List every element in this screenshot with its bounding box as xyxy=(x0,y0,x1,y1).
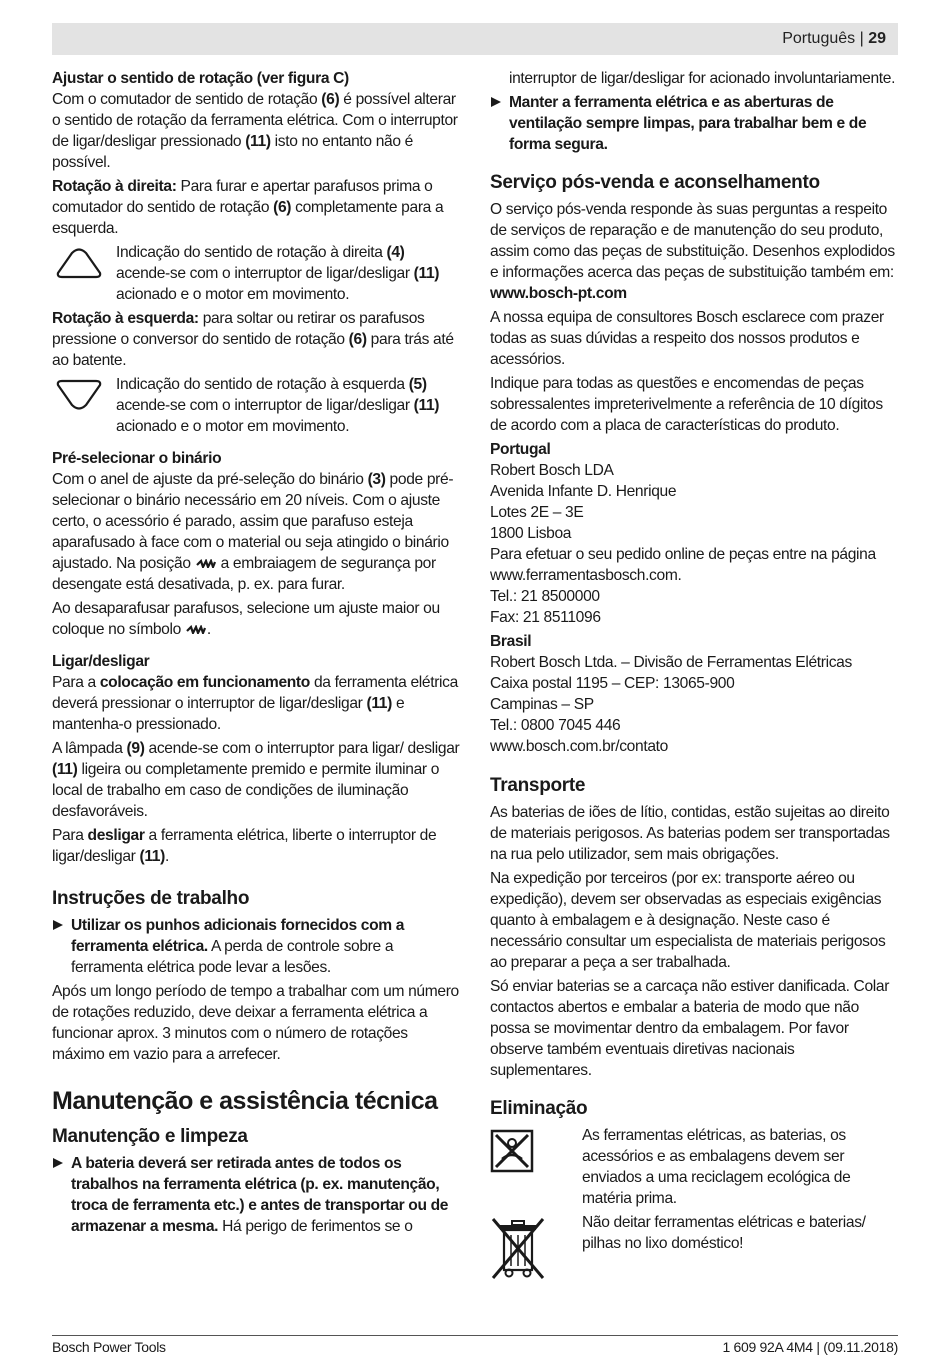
rotation-heading: Ajustar o sentido de rotação (ver figura C) xyxy=(52,70,349,87)
page-number: 29 xyxy=(868,30,886,47)
address-line: 1800 Lisboa xyxy=(490,525,572,542)
transport-paragraph-3: Só enviar baterias se a carcaça não estiver danificada. Colar contactos abertos e embalar a bateria de modo que não possa se movimentar dentro da embalagem. Por favor observe também eventuais diretivas nacionais suplementares. xyxy=(490,978,890,1079)
address-line: Para efetuar o seu pedido online de peças entre na página www.ferramentasbosch.com. xyxy=(490,546,876,584)
service-url-link[interactable]: www.bosch-pt.com xyxy=(490,285,627,302)
disposal-paragraph-1: As ferramentas elétricas, as baterias, os acessórios e as embalagens devem ser enviados a uma reciclagem ecológica de matéria prima. xyxy=(582,1127,851,1207)
indicator-right-text: Indicação do sentido de rotação à direita (4) acende-se com o interruptor de ligar/desligar (11) acionado e o motor em movimento. xyxy=(116,244,440,303)
disposal-block-1 xyxy=(490,1125,898,1209)
drill-mode-symbol-icon xyxy=(196,559,216,568)
work-paragraph: Após um longo período de tempo a trabalhar com um número de rotações reduzido, deve deixar a ferramenta elétrica a funcionar aprox. 3 minutos com o número de rotações máximo em vazio para a arrefecer. xyxy=(52,983,459,1063)
transport-paragraph-1: As baterias de iões de lítio, contidas, estão sujeitas ao direito de materiais perigosos. As baterias podem ser transportadas na rua pelo utilizador, sem mais obrigações. xyxy=(490,804,890,863)
work-bullet: Utilizar os punhos adicionais fornecidos com a ferramenta elétrica. A perda de controle sobre a ferramenta elétrica pode levar a lesões. xyxy=(52,915,462,978)
disposal-block-2 xyxy=(490,1212,898,1270)
onoff-paragraph-3: Para desligar a ferramenta elétrica, liberte o interruptor de ligar/desligar (11). xyxy=(52,827,437,865)
brasil-heading: Brasil xyxy=(490,633,532,650)
right-column xyxy=(490,68,898,1270)
address-line: Fax: 21 8511096 xyxy=(490,609,601,626)
maintenance-bullet: A bateria deverá ser retirada antes de todos os trabalhos na ferramenta elétrica (p. ex. manutenção, troca de ferramenta etc.) e antes de transportar ou de armazenar a mesma. Há perigo de ferimentos se o xyxy=(52,1153,462,1237)
transport-heading: Transporte xyxy=(490,775,586,796)
torque-paragraph-1: Com o anel de ajuste da pré-seleção do binário (3) pode pré-selecionar o binário necessário em 20 níveis. Com o ajuste certo, o acessório é parado, assim que parafuso esteja aparafusado à face com o material ou seja atingido o binário ajustado. Na posição a embraiagem de segurança por desengate está desativada, p. ex. para furar. xyxy=(52,471,454,593)
bullet-triangle-icon xyxy=(53,920,63,930)
address-line: Campinas – SP xyxy=(490,696,594,713)
rotation-paragraph: Com o comutador de sentido de rotação (6) é possível alterar o sentido de rotação da ferramenta elétrica. Com o interruptor de ligar/desligar pressionado (11) isto no entanto não é possível. xyxy=(52,91,458,171)
footer-brand: Bosch Power Tools xyxy=(52,1339,166,1355)
onoff-paragraph-2: A lâmpada (9) acende-se com o interruptor para ligar/ desligar (11) ligeira ou completamente premido e permite iluminar o local de trabalho em caso de condições de iluminação desfavoráveis. xyxy=(52,740,460,820)
rotation-left-indicator-icon xyxy=(55,379,103,413)
transport-paragraph-2: Na expedição por terceiros (por ex: transporte aéreo ou expedição), devem ser observadas as especiais exigências quanto à embalagem e à designação. Neste caso é necessário consultar um especialista de materiais perigosos ao preparar a peça a ser trabalhada. xyxy=(490,870,886,971)
service-paragraph-2: A nossa equipa de consultores Bosch esclarece com prazer todas as suas dúvidas a respeito dos nossos produtos e acessórios. xyxy=(490,309,884,368)
left-column xyxy=(52,68,462,1240)
crossed-out-bin-icon xyxy=(490,1216,546,1280)
indicator-left-text: Indicação do sentido de rotação à esquerda (5) acende-se com o interruptor de ligar/desligar (11) acionado e o motor em movimento. xyxy=(116,376,440,435)
address-line: Lotes 2E – 3E xyxy=(490,504,584,521)
portugal-heading: Portugal xyxy=(490,441,551,458)
address-line: www.bosch.com.br/contato xyxy=(490,738,668,755)
bullet-triangle-icon xyxy=(491,97,501,107)
service-heading: Serviço pós-venda e aconselhamento xyxy=(490,172,820,193)
left-rotation-paragraph: Rotação à esquerda: para soltar ou retirar os parafusos pressione o conversor do sentido de rotação (6) para trás até ao batente. xyxy=(52,310,454,369)
disposal-heading: Eliminação xyxy=(490,1098,588,1119)
clean-bullet: Manter a ferramenta elétrica e as aberturas de ventilação sempre limpas, para trabalhar bem e de forma segura. xyxy=(490,92,898,155)
disposal-paragraph-2: Não deitar ferramentas elétricas e baterias/ pilhas no lixo doméstico! xyxy=(582,1214,866,1252)
address-line: Caixa postal 1195 – CEP: 13065-900 xyxy=(490,675,735,692)
header-separator: | xyxy=(859,30,864,47)
bullet-triangle-icon xyxy=(53,1158,63,1168)
torque-paragraph-2: Ao desaparafusar parafusos, selecione um ajuste maior ou coloque no símbolo . xyxy=(52,600,440,638)
page-header-bar xyxy=(52,23,898,55)
continued-text: interruptor de ligar/desligar for acionado involuntariamente. xyxy=(509,70,896,87)
address-line: Avenida Infante D. Henrique xyxy=(490,483,677,500)
onoff-heading: Ligar/desligar xyxy=(52,653,150,670)
maintenance-heading: Manutenção e limpeza xyxy=(52,1126,248,1147)
address-line: Robert Bosch LDA xyxy=(490,462,614,479)
address-line: Tel.: 0800 7045 446 xyxy=(490,717,621,734)
indicator-left-block xyxy=(52,374,462,437)
portugal-address xyxy=(490,460,898,628)
address-line: Robert Bosch Ltda. – Divisão de Ferramentas Elétricas xyxy=(490,654,852,671)
service-paragraph-3: Indique para todas as questões e encomendas de peças sobressalentes impreterivelmente a referência de 10 dígitos de acordo com a placa de características do produto. xyxy=(490,375,883,434)
recycling-symbol-icon xyxy=(490,1129,534,1173)
drill-mode-symbol-icon xyxy=(186,625,206,634)
footer-doc-code: 1 609 92A 4M4 | (09.11.2018) xyxy=(722,1339,898,1355)
onoff-paragraph-1: Para a colocação em funcionamento da ferramenta elétrica deverá pressionar o interruptor de ligar/desligar (11) e mantenha-o pressionado. xyxy=(52,674,458,733)
torque-heading: Pré-selecionar o binário xyxy=(52,450,222,467)
header-language: Português xyxy=(782,30,856,47)
address-line: Tel.: 21 8500000 xyxy=(490,588,600,605)
service-paragraph-1: O serviço pós-venda responde às suas perguntas a respeito de serviços de reparação e de manutenção do seu produto, assim como das peças de substituição. Desenhos explodidos e informações acerca das peças de substituição também em: www.bosch-pt.com xyxy=(490,201,895,302)
right-rotation-paragraph: Rotação à direita: Para furar e apertar parafusos prima o comutador do sentido de rotação (6) completamente para a esquerda. xyxy=(52,178,444,237)
brasil-address xyxy=(490,652,898,757)
indicator-right-block xyxy=(52,242,462,305)
maintenance-title: Manutenção e assistência técnica xyxy=(52,1087,438,1115)
page-header-text xyxy=(782,30,886,48)
footer-divider xyxy=(52,1335,898,1336)
work-heading: Instruções de trabalho xyxy=(52,888,250,909)
rotation-right-indicator-icon xyxy=(55,247,103,281)
